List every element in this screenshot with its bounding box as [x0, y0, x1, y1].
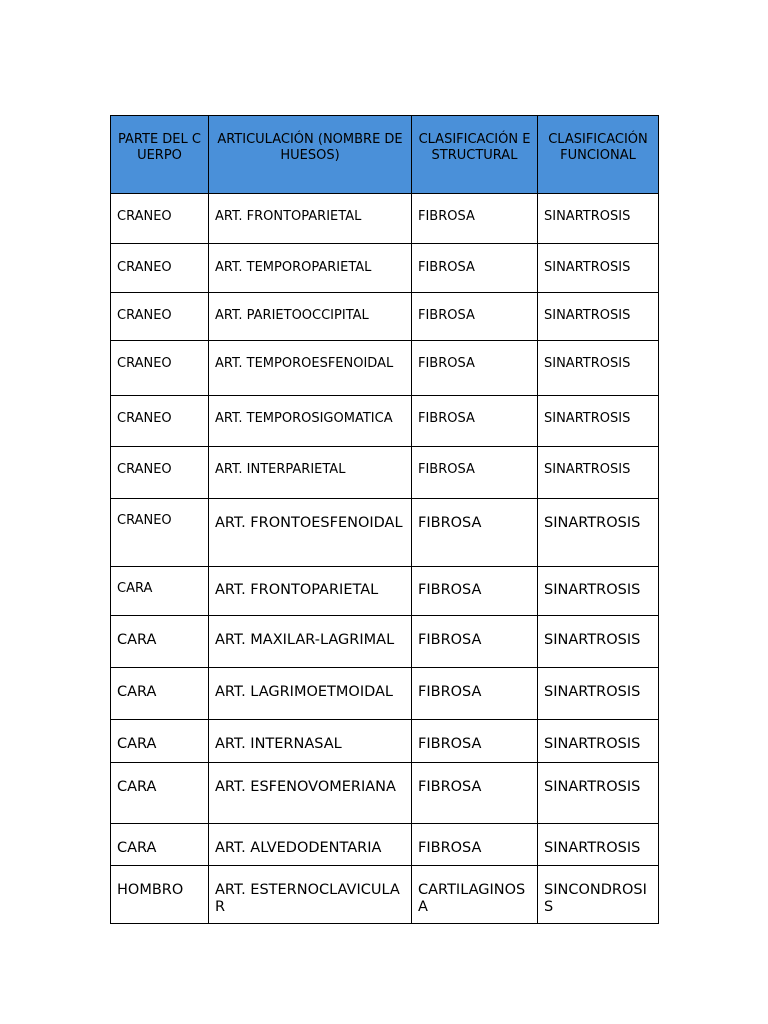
table-row [111, 293, 659, 341]
joint-name-cell: ART. TEMPOROSIGOMATICA [209, 396, 412, 447]
structural-class-cell: FIBROSA [412, 396, 538, 447]
structural-class-cell: FIBROSA [412, 194, 538, 244]
functional-class-cell: SINARTROSIS [538, 341, 659, 396]
joint-name-cell: ART. ALVEDODENTARIA [209, 824, 412, 866]
structural-class-cell: FIBROSA [412, 763, 538, 824]
header-body-part: PARTE DEL CUERPO [111, 116, 209, 194]
body-part-cell: CRANEO [111, 499, 209, 567]
joint-name-cell: ART. FRONTOPARIETAL [209, 194, 412, 244]
body-part-cell: CRANEO [111, 293, 209, 341]
functional-class-cell: SINARTROSIS [538, 244, 659, 293]
body-part-cell: HOMBRO [111, 866, 209, 924]
structural-class-cell: CARTILAGINOSA [412, 866, 538, 924]
joint-name-cell: ART. INTERPARIETAL [209, 447, 412, 499]
structural-class-cell: FIBROSA [412, 341, 538, 396]
table-row [111, 194, 659, 244]
structural-class-cell: FIBROSA [412, 447, 538, 499]
body-part-cell: CARA [111, 720, 209, 763]
table-row [111, 866, 659, 924]
structural-class-cell: FIBROSA [412, 499, 538, 567]
structural-class-cell: FIBROSA [412, 567, 538, 616]
joint-name-cell: ART. ESFENOVOMERIANA [209, 763, 412, 824]
table-row [111, 720, 659, 763]
functional-class-cell: SINARTROSIS [538, 499, 659, 567]
joint-name-cell: ART. MAXILAR-LAGRIMAL [209, 616, 412, 668]
structural-class-cell: FIBROSA [412, 668, 538, 720]
functional-class-cell: SINARTROSIS [538, 293, 659, 341]
joint-name-cell: ART. TEMPOROESFENOIDAL [209, 341, 412, 396]
joint-name-cell: ART. LAGRIMOETMOIDAL [209, 668, 412, 720]
joints-table [110, 115, 659, 924]
joint-name-cell: ART. FRONTOESFENOIDAL [209, 499, 412, 567]
structural-class-cell: FIBROSA [412, 293, 538, 341]
functional-class-cell: SINCONDROSIS [538, 866, 659, 924]
structural-class-cell: FIBROSA [412, 244, 538, 293]
header-row [111, 116, 659, 194]
joint-name-cell: ART. FRONTOPARIETAL [209, 567, 412, 616]
body-part-cell: CARA [111, 763, 209, 824]
functional-class-cell: SINARTROSIS [538, 194, 659, 244]
table-row [111, 244, 659, 293]
joint-name-cell: ART. PARIETOOCCIPITAL [209, 293, 412, 341]
functional-class-cell: SINARTROSIS [538, 720, 659, 763]
table-row [111, 499, 659, 567]
joint-name-cell: ART. TEMPOROPARIETAL [209, 244, 412, 293]
header-functional-class: CLASIFICACIÓN FUNCIONAL [538, 116, 659, 194]
structural-class-cell: FIBROSA [412, 824, 538, 866]
structural-class-cell: FIBROSA [412, 616, 538, 668]
body-part-cell: CARA [111, 567, 209, 616]
body-part-cell: CRANEO [111, 244, 209, 293]
body-part-cell: CARA [111, 824, 209, 866]
body-part-cell: CRANEO [111, 194, 209, 244]
body-part-cell: CRANEO [111, 396, 209, 447]
functional-class-cell: SINARTROSIS [538, 824, 659, 866]
functional-class-cell: SINARTROSIS [538, 616, 659, 668]
functional-class-cell: SINARTROSIS [538, 447, 659, 499]
functional-class-cell: SINARTROSIS [538, 668, 659, 720]
body-part-cell: CRANEO [111, 447, 209, 499]
body-part-cell: CRANEO [111, 341, 209, 396]
joint-name-cell: ART. ESTERNOCLAVICULAR [209, 866, 412, 924]
body-part-cell: CARA [111, 616, 209, 668]
table-row [111, 447, 659, 499]
functional-class-cell: SINARTROSIS [538, 396, 659, 447]
joint-name-cell: ART. INTERNASAL [209, 720, 412, 763]
table-row [111, 396, 659, 447]
table-row [111, 616, 659, 668]
table-row [111, 567, 659, 616]
header-structural-class: CLASIFICACIÓN ESTRUCTURAL [412, 116, 538, 194]
body-part-cell: CARA [111, 668, 209, 720]
header-joint-name: ARTICULACIÓN (NOMBRE DE HUESOS) [209, 116, 412, 194]
functional-class-cell: SINARTROSIS [538, 567, 659, 616]
table-row [111, 341, 659, 396]
functional-class-cell: SINARTROSIS [538, 763, 659, 824]
table-row [111, 763, 659, 824]
structural-class-cell: FIBROSA [412, 720, 538, 763]
table-row [111, 668, 659, 720]
table-row [111, 824, 659, 866]
